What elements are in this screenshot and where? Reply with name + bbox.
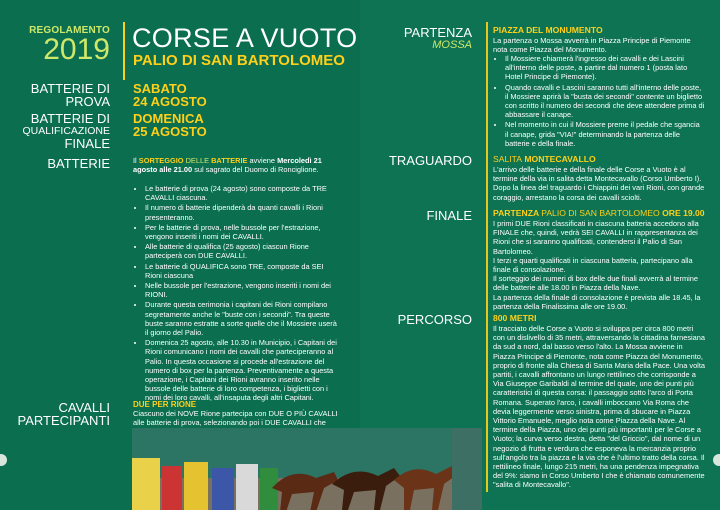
batterie-intro: Il SORTEGGIO DELLE BATTERIE avviene Mercoledì 21 agosto alle 21.00 sul sagrato del Duomo di Ronciglione.: [133, 156, 322, 175]
salita-heading: SALITA MONTECAVALLO: [493, 154, 596, 164]
batterie-rule-item: • Domenica 25 agosto, alle 10.30 in Municipio, i Capitani dei Rioni comunicano i nomi dei cavalli che parteciperanno al Palio. In questa occasione si procede all'estrazione del numero di box per la partenza. Preventivamente a questa operazione, i Capitani dei Rioni avranno inserito nelle bussole delle batterie di loro competenza, i biglietti con i nomi dei loro cavalli, all'insaputa degli altri Capitani.: [145, 338, 339, 402]
percorso-text: Il tracciato delle Corse a Vuoto si sviluppa per circa 800 metri con un dislivello di 35 metri, attraversando la cittadina farnesiana da sud a nord, dal basso verso l'alto. La Mossa avviene in Piazza Principe di Piemonte, nota come Piazza del Monumento, proprio di fronte alla Chiesa di Santa Maria della Pace. Una volta partiti, i cavalli affrontano un lungo rettilineo che corrisponde a Via Giuseppe Garibaldi al termine del quale, uno dei punti più caratteristici di questa corsa: il passaggio sotto l'arco di Porta Romana. Superato l'arco, i cavalli imboccano Via Roma che deviа leggermente verso sinistra, prima di sbucare in Piazza Vittorio Emanuele, meglio nota come Piazza della Nave. Al termine della Piazza, uno dei punti più importanti per le Corse a Vuoto; la curva verso destra, detta "del Griccio", dal nome di un negozio di frutta e verdura che esponeva la mercanzia proprio sull'angolo tra la piazza e la via che è l'ultimo tratto della corsa. Il rettilineo finale, lungo 215 metri, ha una pendenza impegnativa del 9%: siamo in Corso Umberto I che è chiamato comunemente "salita di Montecavallo".: [493, 324, 705, 490]
finale-text: I primi DUE Rioni classificati in ciascuna batteria accedono alla FINALE che, quindi, vedrà SEI CAVALLI in rappresentanza dei Rioni che si saranno qualificati, contendersi il Palio di San Bartolomeo. I terzi e quarti qualificati in ciascuna batteria, partecipano alla finale di consolazione. Il sorteggio dei numeri di box delle due finali avverrà al termine delle batterie alle 18.00 in Piazza della Nave. La partenza della finale di consolazione è prevista alle 18.45, la partenza della Finalissima alle ore 19.00.: [493, 219, 701, 311]
piazza-intro: La partenza o Mossa avverrà in Piazza Principe di Piemonte nota come Piazza del Monumento.: [493, 36, 691, 55]
cavalli-partecipanti-label: CAVALLI PARTECIPANTI: [17, 400, 110, 428]
page-title: CORSE A VUOTO: [132, 23, 358, 53]
traguardo-label: TRAGUARDO: [388, 153, 472, 168]
batterie-rules-list: [133, 184, 339, 404]
piazza-heading: PIAZZA DEL MONUMENTO: [493, 25, 603, 35]
domenica-date: DOMENICA 25 AGOSTO: [133, 111, 207, 139]
batterie-rule-item: • Le batterie di prova (24 agosto) sono composte da TRE CAVALLI ciascuna.: [145, 184, 339, 202]
right-divider: [486, 22, 488, 492]
cavalli-section: DUE PER RIONE Ciascuno dei NOVE Rione partecipa con DUE O PIÙ CAVALLI alle batterie di prova, selezionando poi i DUE CAVALLI che: [133, 400, 338, 428]
salita-text: L'arrivo delle batterie e della finale delle Corse a Vuoto è al termine della via in salita detta Montecavallo (Corso Umberto I). Dopo la linea del traguardo i Chiappini dei vari Rioni, con grande coraggio, arrestano la corsa dei cavalli sciolti.: [493, 165, 705, 202]
piazza-rule-item: • Quando cavalli e Lascini saranno tutti all'interno delle poste, il Mossiere aprirà la "busta dei secondi" contente un biglietto con scritto il numero dei secondi che deve attendere prima di abbassare il canape.: [505, 83, 705, 120]
batterie-prova-label: BATTERIE DI PROVA: [30, 81, 110, 109]
page-marker-right: [713, 454, 720, 466]
batterie-label: BATTERIE: [47, 156, 110, 171]
title-divider: [123, 22, 125, 80]
finale-heading: PARTENZA PALIO DI SAN BARTOLOMEO ORE 19.00: [493, 208, 705, 218]
percorso-label: PERCORSO: [397, 312, 472, 327]
batterie-qualificazione-label: BATTERIE DI QUALIFICAZIONE FINALE: [22, 111, 110, 151]
horses-photo: [132, 428, 482, 510]
batterie-rule-item: • Le batterie di QUALIFICA sono TRE, composte da SEI Rioni ciascuna: [145, 262, 339, 280]
regolamento-label: REGOLAMENTO: [29, 25, 110, 36]
finale-label: FINALE: [426, 208, 472, 223]
partenza-label: PARTENZA MOSSA: [403, 25, 472, 51]
batterie-rule-item: • Alle batterie di qualifica (25 agosto) ciascun Rione parteciperà con DUE CAVALLI.: [145, 242, 339, 260]
batterie-rule-item: • Il numero di batterie dipenderà da quanti cavalli i Rioni presenteranno.: [145, 203, 339, 221]
batterie-rule-item: • Durante questa cerimonia i capitani dei Rioni compilano segretamente anche le "buste con i secondi". Tra queste buste saranno estratte a sorte quelle che il Mossiere userà il giorno del Palio.: [145, 300, 339, 337]
percorso-heading: 800 METRI: [493, 313, 537, 323]
piazza-rule-item: • Il Mossiere chiamerà l'ingresso dei cavalli e dei Lascini all'interno delle poste, a partire dal numero 1 (posta lato Hotel Principe di Piemonte).: [505, 54, 705, 82]
page-subtitle: PALIO DI SAN BARTOLOMEO: [133, 52, 345, 69]
sabato-date: SABATO 24 AGOSTO: [133, 81, 207, 109]
regolamento-year: 2019: [43, 33, 110, 66]
piazza-rule-item: • Nel momento in cui il Mossiere preme il pedale che sgancia il canape, grida "VIA!" determinando la partenza delle batterie e della finale.: [505, 120, 705, 148]
batterie-rule-item: • Nelle bussole per l'estrazione, vengono inseriti i nomi dei RIONI.: [145, 281, 339, 299]
piazza-rules: [493, 54, 705, 149]
batterie-rule-item: • Per le batterie di prova, nelle bussole per l'estrazione, vengono inseriti i nomi dei CAVALLI.: [145, 223, 339, 241]
